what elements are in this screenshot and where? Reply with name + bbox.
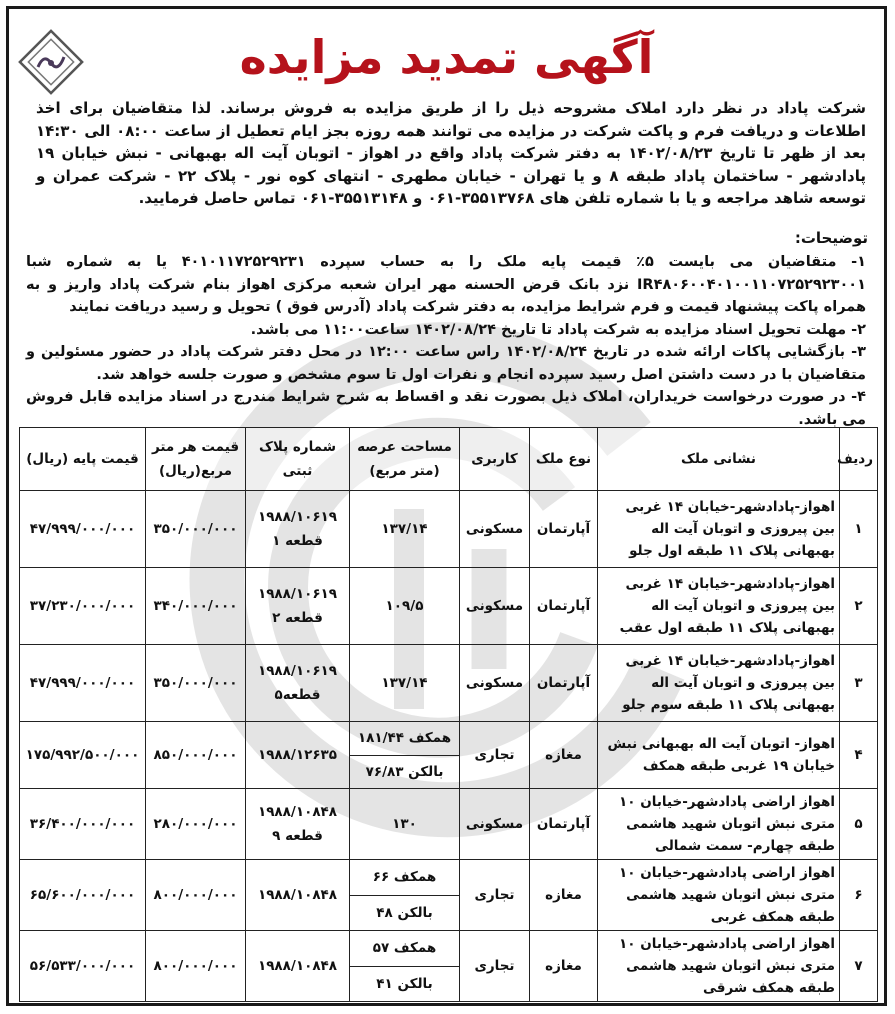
table-row xyxy=(20,860,878,931)
property-plate: ۱۹۸۸/۱۰۶۱۹ قطعه ۱ xyxy=(246,491,350,568)
table-row xyxy=(20,491,878,568)
row-number: ۶ xyxy=(840,860,878,931)
base-price: ۶۵/۶۰۰/۰۰۰/۰۰۰ xyxy=(20,860,146,931)
property-type: آپارتمان xyxy=(530,491,598,568)
property-plate: ۱۹۸۸/۱۲۶۳۵ xyxy=(246,722,350,789)
property-address: اهواز اراضی پادادشهر-خیابان ۱۰ متری نبش اتوبان شهید هاشمی طبقه چهارم- سمت شمالی xyxy=(598,789,840,860)
property-address: اهواز اراضی پادادشهر-خیابان ۱۰ متری نبش اتوبان شهید هاشمی طبقه همکف غربی xyxy=(598,860,840,931)
notes-list xyxy=(26,251,866,431)
price-per-sqm: ۳۵۰/۰۰۰/۰۰۰ xyxy=(146,645,246,722)
property-area: همکف ۶۶ بالکن ۴۸ xyxy=(350,860,460,931)
header-type: نوع ملک xyxy=(530,428,598,491)
notes-heading: توضیحات: xyxy=(794,229,868,247)
table-row xyxy=(20,568,878,645)
property-type: آپارتمان xyxy=(530,789,598,860)
property-address: اهواز-پادادشهر-خیابان ۱۴ غربی بین پیروزی و اتوبان آیت اله بهبهانی پلاک ۱۱ طبقه اول عقب xyxy=(598,568,840,645)
property-area: ۱۳۷/۱۴ xyxy=(350,491,460,568)
header-address: نشانی ملک xyxy=(598,428,840,491)
header-base-price: قیمت پایه (ریال) xyxy=(20,428,146,491)
table-row xyxy=(20,789,878,860)
row-number: ۷ xyxy=(840,931,878,1002)
property-usage: مسکونی xyxy=(460,789,530,860)
price-per-sqm: ۳۴۰/۰۰۰/۰۰۰ xyxy=(146,568,246,645)
property-plate: ۱۹۸۸/۱۰۸۴۸ xyxy=(246,931,350,1002)
price-per-sqm: ۸۰۰/۰۰۰/۰۰۰ xyxy=(146,931,246,1002)
property-type: مغازه xyxy=(530,860,598,931)
property-address: اهواز اراضی پادادشهر-خیابان ۱۰ متری نبش اتوبان شهید هاشمی طبقه همکف شرقی xyxy=(598,931,840,1002)
note-item: ۳- بازگشایی پاکات ارائه شده در تاریخ ۱۴۰۲/۰۸/۲۴ راس ساعت ۱۲:۰۰ در محل دفتر شرکت پاداد در حضور مسئولین و متقاضیان با در دست داشتن اصل رسید سپرده انجام و نفرات اول تا سوم مشخص و صورت جلسه خواهد شد. xyxy=(26,344,866,383)
table-row xyxy=(20,645,878,722)
property-area: همکف ۵۷ بالکن ۴۱ xyxy=(350,931,460,1002)
property-type: آپارتمان xyxy=(530,568,598,645)
page-title: آگهی تمدید مزایده xyxy=(239,30,654,84)
property-plate: ۱۹۸۸/۱۰۶۱۹ قطعه۵ xyxy=(246,645,350,722)
table-row xyxy=(20,931,878,1002)
property-type: مغازه xyxy=(530,931,598,1002)
property-usage: مسکونی xyxy=(460,491,530,568)
property-plate: ۱۹۸۸/۱۰۶۱۹ قطعه ۲ xyxy=(246,568,350,645)
row-number: ۱ xyxy=(840,491,878,568)
property-usage: مسکونی xyxy=(460,645,530,722)
row-number: ۲ xyxy=(840,568,878,645)
row-number: ۳ xyxy=(840,645,878,722)
property-usage: مسکونی xyxy=(460,568,530,645)
property-type: مغازه xyxy=(530,722,598,789)
row-number: ۴ xyxy=(840,722,878,789)
property-plate: ۱۹۸۸/۱۰۸۴۸ xyxy=(246,860,350,931)
base-price: ۳۶/۴۰۰/۰۰۰/۰۰۰ xyxy=(20,789,146,860)
base-price: ۵۶/۵۳۳/۰۰۰/۰۰۰ xyxy=(20,931,146,1002)
property-plate: ۱۹۸۸/۱۰۸۴۸ قطعه ۹ xyxy=(246,789,350,860)
base-price: ۴۷/۹۹۹/۰۰۰/۰۰۰ xyxy=(20,645,146,722)
table-header-row xyxy=(20,428,878,491)
property-address: اهواز-پادادشهر-خیابان ۱۴ غربی بین پیروزی و اتوبان آیت اله بهبهانی پلاک ۱۱ طبقه اول جلو xyxy=(598,491,840,568)
base-price: ۳۷/۲۳۰/۰۰۰/۰۰۰ xyxy=(20,568,146,645)
table-row xyxy=(20,722,878,789)
price-per-sqm: ۲۸۰/۰۰۰/۰۰۰ xyxy=(146,789,246,860)
base-price: ۴۷/۹۹۹/۰۰۰/۰۰۰ xyxy=(20,491,146,568)
property-usage: تجاری xyxy=(460,860,530,931)
property-usage: تجاری xyxy=(460,931,530,1002)
row-number: ۵ xyxy=(840,789,878,860)
property-area: ۱۰۹/۵ xyxy=(350,568,460,645)
announcement-frame xyxy=(6,6,887,1006)
property-address: اهواز-پادادشهر-خیابان ۱۴ غربی بین پیروزی و اتوبان آیت اله بهبهانی پلاک ۱۱ طبقه سوم جلو xyxy=(598,645,840,722)
base-price: ۱۷۵/۹۹۲/۵۰۰/۰۰۰ xyxy=(20,722,146,789)
property-type: آپارتمان xyxy=(530,645,598,722)
header-price-sqm: قیمت هر متر مربع(ریال) xyxy=(146,428,246,491)
price-per-sqm: ۳۵۰/۰۰۰/۰۰۰ xyxy=(146,491,246,568)
property-area: همکف ۱۸۱/۴۴ بالکن ۷۶/۸۳ xyxy=(350,722,460,789)
header-usage: کاربری xyxy=(460,428,530,491)
price-per-sqm: ۸۵۰/۰۰۰/۰۰۰ xyxy=(146,722,246,789)
note-item: ۴- در صورت درخواست خریداران، املاک ذیل بصورت نقد و اقساط به شرح شرایط مندرج در اسناد مزایده قابل فروش می باشد. xyxy=(26,389,866,428)
note-item: ۱- متقاضیان می بایست ۵٪ قیمت پایه ملک را به حساب سپرده ۴۰۱۰۱۱۷۲۵۲۹۲۳۱ یا به شماره شبا IR۴۸۰۶۰۰۴۰۱۰۰۱۱۰۷۲۵۲۹۲۳۰۰۱ نزد بانک قرض الحسنه مهر ایران شعبه مرکزی اهواز بنام شرکت پاداد واریز و به همراه پاکت پیشنهاد قیمت و فرم شرایط مزایده، به دفتر شرکت پاداد (آدرس فوق ) تحویل و رسید دریافت نمایند xyxy=(26,254,866,315)
note-item: ۲- مهلت تحویل اسناد مزایده به شرکت پاداد تا تاریخ ۱۴۰۲/۰۸/۲۴ ساعت۱۱:۰۰ می باشد. xyxy=(250,321,866,338)
property-area: ۱۳۰ xyxy=(350,789,460,860)
header-area: مساحت عرصه (متر مربع) xyxy=(350,428,460,491)
property-area: ۱۳۷/۱۴ xyxy=(350,645,460,722)
header-row-number: ردیف xyxy=(840,428,878,491)
property-table xyxy=(19,427,878,1002)
property-usage: تجاری xyxy=(460,722,530,789)
price-per-sqm: ۸۰۰/۰۰۰/۰۰۰ xyxy=(146,860,246,931)
property-address: اهواز- اتوبان آیت اله بهبهانی نبش خیابان ۱۹ غربی طبقه همکف xyxy=(598,722,840,789)
intro-paragraph: شرکت پاداد در نظر دارد املاک مشروحه ذیل را از طریق مزایده به فروش برساند. لذا متقاضیان برای اخذ اطلاعات و دریافت فرم و پاکت شرکت در مزایده می توانند همه روزه بجز ایام تعطیل از ساعت ۰۸:۰۰ الی ۱۴:۳۰ بعد از ظهر تا تاریخ ۱۴۰۲/۰۸/۲۳ به دفتر شرکت پاداد واقع در اهواز - اتوبان آیت اله بهبهانی - نبش خیابان ۱۹ پادادشهر - ساختمان پاداد طبقه ۸ و یا تهران - خیابان مطهری - انتهای کوه نور - پلاک ۲۲ - شرکت عمران و توسعه شاهد مراجعه و یا با شماره تلفن های ۳۵۵۱۳۷۶۸-۰۶۱ و ۳۵۵۱۳۱۴۸-۰۶۱ تماس حاصل فرمایید. xyxy=(36,99,866,207)
header-plate: شماره پلاک ثبتی xyxy=(246,428,350,491)
